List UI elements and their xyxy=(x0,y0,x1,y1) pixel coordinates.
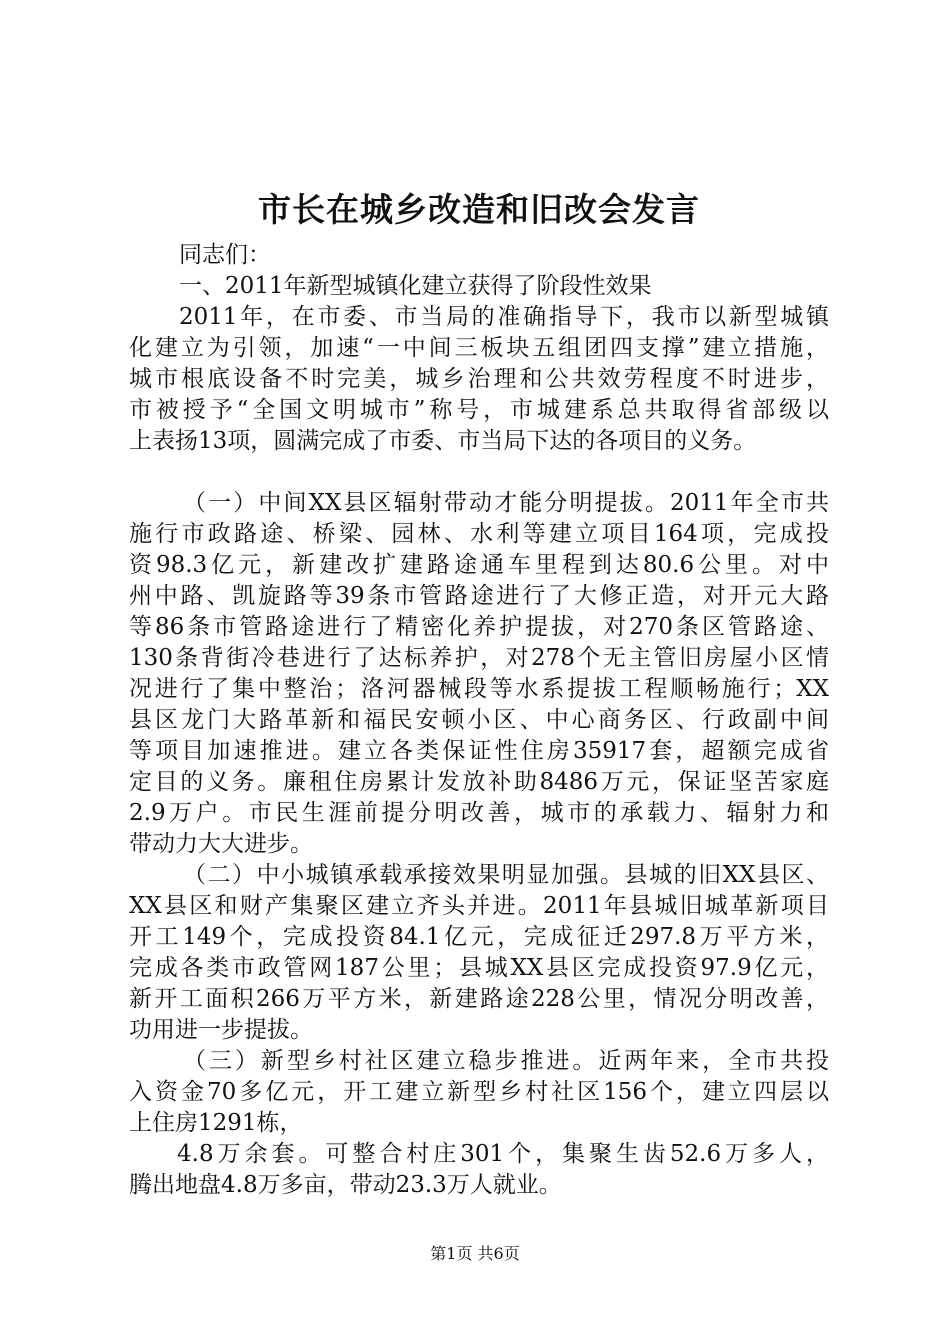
paragraph-line: 开工149个，完成投资84.1亿元，完成征迁297.8万平方米， xyxy=(129,924,829,950)
paragraph-line: （一）中间XX县区辐射带动才能分明提拔。2011年全市共 xyxy=(183,490,829,516)
paragraph-line: 新开工面积266万平方米，新建路途228公里，情况分明改善， xyxy=(129,986,829,1012)
paragraph-line: 州中路、凯旋路等39条市管路途进行了大修正造，对开元大路 xyxy=(129,583,829,609)
paragraph-line: 上住房1291栋， xyxy=(129,1110,303,1136)
paragraph-central-district xyxy=(129,488,829,860)
paragraph-line: 完成各类市政管网187公里；县城XX县区完成投资97.9亿元， xyxy=(129,955,829,981)
paragraph-line: 入资金70多亿元，开工建立新型乡村社区156个，建立四层以 xyxy=(129,1079,829,1105)
paragraph-line: 况进行了集中整治；洛河器械段等水系提拔工程顺畅施行；XX xyxy=(129,676,829,702)
document-page xyxy=(129,180,829,1201)
paragraph-line: （二）中小城镇承载承接效果明显加强。县城的旧XX县区、 xyxy=(183,862,829,888)
paragraph-line: 带动力大大进步。 xyxy=(129,831,313,857)
paragraph-line: 资98.3亿元，新建改扩建路途通车里程到达80.6公里。对中 xyxy=(129,552,829,578)
paragraph-line: 4.8万余套。可整合村庄301个，集聚生齿52.6万多人， xyxy=(177,1141,829,1167)
paragraph-line: 2.9万户。市民生涯前提分明改善，城市的承载力、辐射力和 xyxy=(129,800,829,826)
paragraph-gap xyxy=(129,457,829,488)
paragraph-line: 县区龙门大路革新和福民安顿小区、中心商务区、行政副中间 xyxy=(129,707,829,733)
paragraph-line: 市被授予“全国文明城市”称号，市城建系总共取得省部级以 xyxy=(129,397,829,423)
paragraph-achievements xyxy=(129,302,829,457)
paragraph-small-towns xyxy=(129,860,829,1046)
paragraph-rural-communities xyxy=(129,1046,829,1139)
paragraph-line: 等项目加速推进。建立各类保证性住房35917套，超额完成省 xyxy=(129,738,829,764)
paragraph-housing-units xyxy=(129,1139,829,1201)
paragraph-line: 化建立为引领，加速“一中间三板块五组团四支撑”建立措施， xyxy=(129,335,829,361)
paragraph-line: 施行市政路途、桥梁、园林、水利等建立项目164项，完成投 xyxy=(129,521,829,547)
greeting: 同志们： xyxy=(179,242,271,268)
paragraph-line: 130条背街冷巷进行了达标养护，对278个无主管旧房屋小区情 xyxy=(129,645,829,671)
section-heading: 一、2011年新型城镇化建立获得了阶段性效果 xyxy=(179,273,652,299)
paragraph-line: （三）新型乡村社区建立稳步推进。近两年来，全市共投 xyxy=(183,1048,829,1074)
page-number-footer: 第1页 共6页 xyxy=(430,1244,520,1263)
paragraph-line: 2011年，在市委、市当局的准确指导下，我市以新型城镇 xyxy=(179,304,829,330)
paragraph-line: 等86条市管路途进行了精密化养护提拔，对270条区管路途、 xyxy=(129,614,829,640)
paragraph-line: 功用进一步提拔。 xyxy=(129,1017,313,1043)
document-title: 市长在城乡改造和旧改会发言 xyxy=(258,190,700,229)
paragraph-line: 城市根底设备不时完美，城乡治理和公共效劳程度不时进步， xyxy=(129,366,829,392)
paragraph-line: 定目的义务。廉租住房累计发放补助8486万元，保证坚苦家庭 xyxy=(129,769,829,795)
paragraph-line: XX县区和财产集聚区建立齐头并进。2011年县城旧城革新项目 xyxy=(129,893,829,919)
paragraph-line: 腾出地盘4.8万多亩，带动23.3万人就业。 xyxy=(129,1172,562,1198)
paragraph-line: 上表扬13项，圆满完成了市委、市当局下达的各项目的义务。 xyxy=(129,428,757,454)
